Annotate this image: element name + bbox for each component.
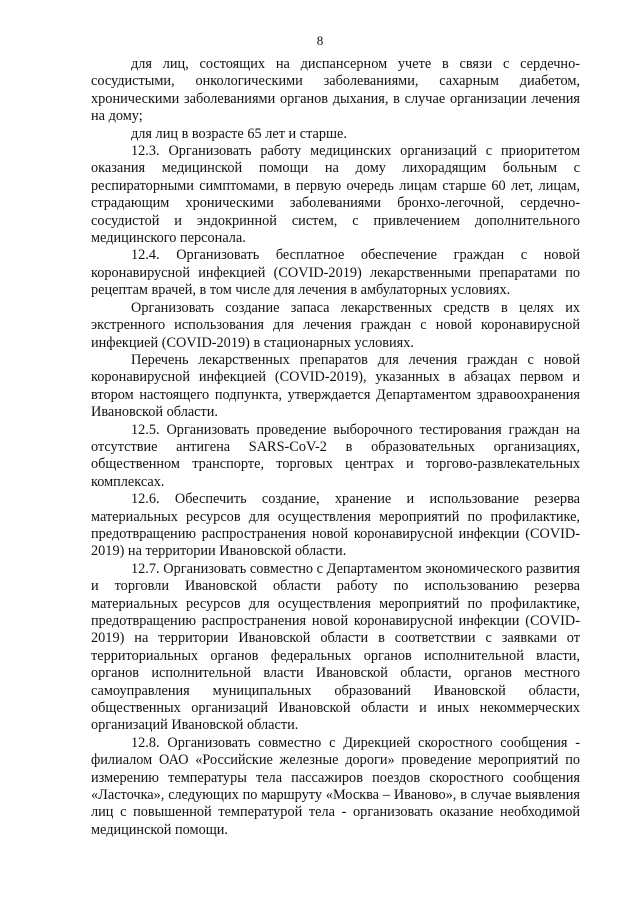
paragraph-medicine-reserve: Организовать создание запаса лекарственных средств в целях их экстренного использования для лечения граждан с новой коронавирусной инфекцией (COVID-2019) в стационарных условиях. bbox=[91, 299, 580, 351]
page-number: 8 bbox=[316, 33, 324, 48]
paragraph-medicine-list: Перечень лекарственных препаратов для лечения граждан с новой коронавирусной инфекцией (COVID-2019), указанных в абзацах первом и втором настоящего подпункта, утверждается Департаментом здравоохранения Ивановской области. bbox=[91, 351, 580, 421]
paragraph-age-65: для лиц в возрасте 65 лет и старше. bbox=[131, 125, 347, 142]
paragraph-12-7: 12.7. Организовать совместно с Департаментом экономического развития и торговли Ивановской области работу по использованию резерва материальных ресурсов для осуществления мероприятий по профилактике, предотвращению распространения новой коронавирусной инфекции (COVID-2019) на территории Ивановской области в соответствии с заявками от территориальных органов федеральных органов исполнительной власти, органов исполнительной власти Ивановской области, органов местного самоуправления муниципальных образований Ивановской области, общественных организаций Ивановской области и иных некоммерческих организаций Ивановской области. bbox=[91, 560, 580, 734]
paragraph-12-3: 12.3. Организовать работу медицинских организаций с приоритетом оказания медицинской помощи на дому лихорадящим больным с респираторными симптомами, в первую очередь лицам старше 60 лет, лицам, страдающим хроническими заболеваниями бронхо-легочной, сердечно-сосудистой и эндокринной систем, с привлечением дополнительного медицинского персонала. bbox=[91, 143, 580, 247]
paragraph-12-6: 12.6. Обеспечить создание, хранение и использование резерва материальных ресурсов для осуществления мероприятий по профилактике, предотвращению распространения новой коронавирусной инфекции (COVID-2019) на территории Ивановской области. bbox=[91, 491, 580, 560]
paragraph-12-5: 12.5. Организовать проведение выборочного тестирования граждан на отсутствие антигена SARS-CoV-2 в образовательных организациях, общественном транспорте, торговых центрах и торгово-развлекательных комплексах. bbox=[91, 421, 580, 490]
paragraph-12-8: 12.8. Организовать совместно с Дирекцией скоростного сообщения - филиалом ОАО «Российские железные дороги» проведение мероприятий по измерению температуры тела пассажиров поездов скоростного сообщения «Ласточка», следующих по маршруту «Москва – Иваново», в случае выявления лиц с повышенной температурой тела - организовать оказание необходимой медицинской помощи. bbox=[91, 734, 580, 838]
paragraph-continuation: для лиц, состоящих на диспансерном учете в связи с сердечно-сосудистыми, онкологическими заболеваниями, сахарным диабетом, хроническими заболеваниями органов дыхания, в случае организации лечения на дому; bbox=[91, 56, 580, 125]
document-body bbox=[91, 56, 580, 839]
paragraph-12-4: 12.4. Организовать бесплатное обеспечение граждан с новой коронавирусной инфекцией (COVID-2019) лекарственными препаратами по рецептам врачей, в том числе для лечения в амбулаторных условиях. bbox=[91, 247, 580, 299]
